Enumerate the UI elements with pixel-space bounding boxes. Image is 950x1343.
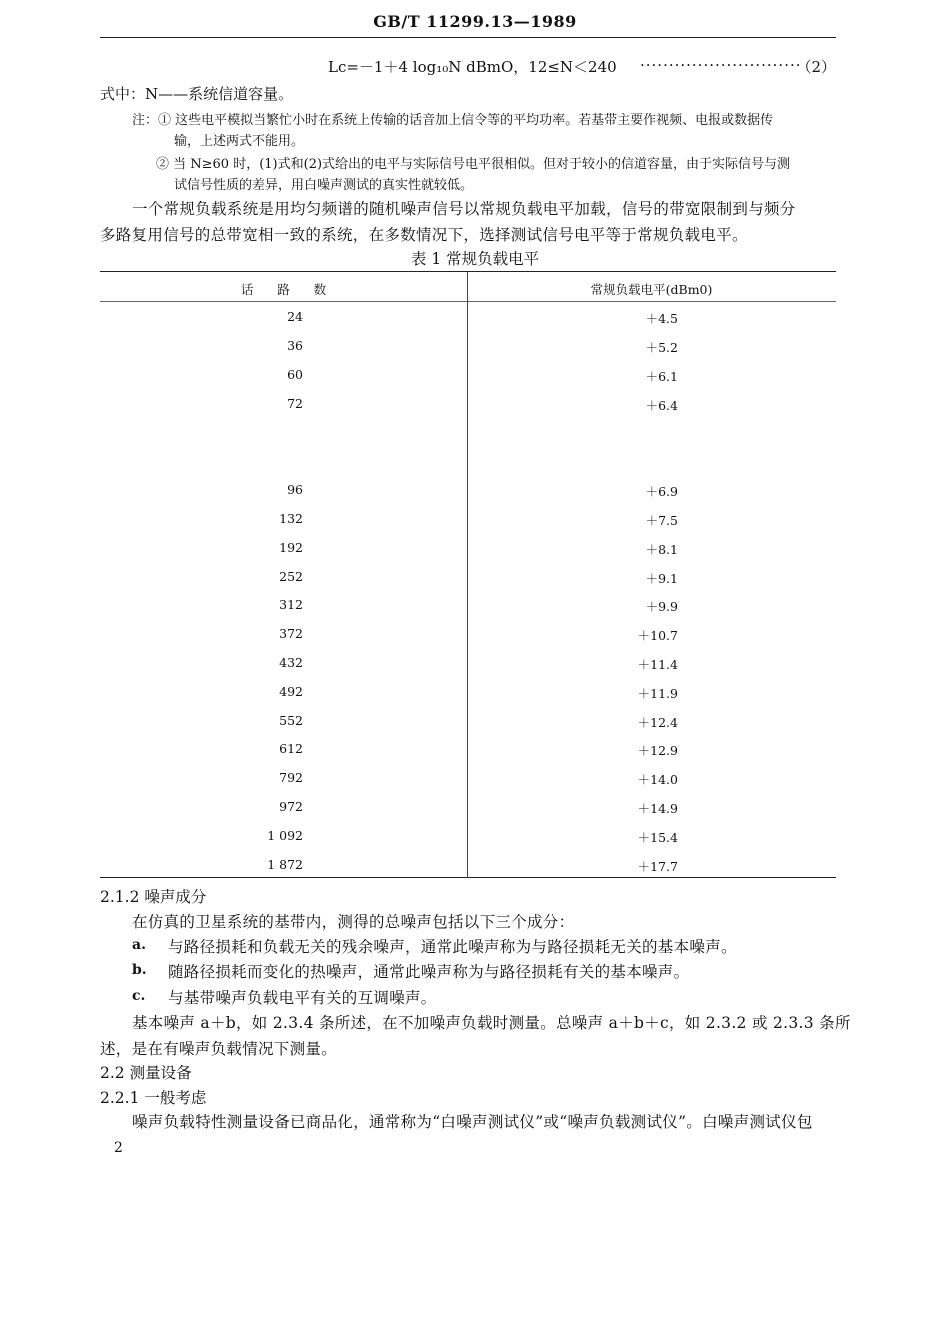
header-rule xyxy=(100,37,836,38)
table-cell-channels: 1 092 xyxy=(267,828,303,843)
formula-leader xyxy=(640,56,836,74)
column-header-channels: 话 路 数 xyxy=(240,282,327,297)
section-paragraph-line-2: 述，是在有噪声负载情况下测量。 xyxy=(100,1040,338,1058)
table-bottom-rule xyxy=(100,877,836,878)
table-cell-channels: 552 xyxy=(279,713,303,728)
table-cell-level: ＋7.5 xyxy=(645,513,678,528)
list-item-label: b. xyxy=(132,962,147,978)
table-cell-channels: 492 xyxy=(279,684,303,699)
table-cell-level: ＋11.9 xyxy=(637,686,678,701)
table-cell-level: ＋4.5 xyxy=(645,311,678,326)
table-cell-level: ＋12.4 xyxy=(637,715,678,730)
table-cell-channels: 612 xyxy=(279,741,303,756)
list-item-text: 随路径损耗而变化的热噪声，通常此噪声称为与路径损耗有关的基本噪声。 xyxy=(168,963,690,981)
table-cell-channels: 132 xyxy=(279,511,303,526)
list-item-text: 与基带噪声负载电平有关的互调噪声。 xyxy=(168,989,437,1007)
section-heading-2-2: 2.2 测量设备 xyxy=(100,1064,192,1082)
table-header-rule xyxy=(100,301,836,302)
note-1-line-2: 输，上述两式不能用。 xyxy=(174,134,305,149)
variable-definition: 式中：N——系统信道容量。 xyxy=(100,85,294,103)
table-cell-channels: 36 xyxy=(287,338,303,353)
table-cell-level: ＋9.1 xyxy=(645,571,678,586)
formula-number: （2） xyxy=(796,58,836,76)
table-cell-channels: 24 xyxy=(287,309,303,324)
table-cell-channels: 192 xyxy=(279,540,303,555)
column-header-load-level: 常规负载电平(dBm0) xyxy=(590,282,713,297)
section-2-2-1-paragraph: 噪声负载特性测量设备已商品化，通常称为“白噪声测试仪”或“噪声负载测试仪”。白噪声测试仪包 xyxy=(132,1113,813,1131)
table-cell-level: ＋10.7 xyxy=(637,628,678,643)
list-item-label: a. xyxy=(132,937,146,953)
table-cell-level: ＋14.0 xyxy=(637,772,678,787)
section-paragraph-line-1: 基本噪声 a＋b，如 2.3.4 条所述，在不加噪声负载时测量。总噪声 a＋b＋c，如 2.3.2 或 2.3.3 条所 xyxy=(132,1014,851,1032)
table-cell-level: ＋17.7 xyxy=(637,859,678,874)
note-2-line-1: ② 当 N≥60 时，(1)式和(2)式给出的电平与实际信号电平很相似。但对于较小的信道容量，由于实际信号与测 xyxy=(156,157,791,172)
table-cell-level: ＋5.2 xyxy=(645,340,678,355)
table-cell-channels: 1 872 xyxy=(267,857,303,872)
table-cell-channels: 432 xyxy=(279,655,303,670)
section-heading-2-2-1: 2.2.1 一般考虑 xyxy=(100,1089,207,1107)
formula-2: Lc=－1＋4 log₁₀N dBmO，12≤N＜240 xyxy=(328,58,617,76)
list-item-label: c. xyxy=(132,988,146,1004)
page-number: 2 xyxy=(114,1140,123,1156)
table-cell-channels: 792 xyxy=(279,770,303,785)
note-2-line-2: 试信号性质的差异，用白噪声测试的真实性就较低。 xyxy=(174,178,474,193)
paragraph-1-line-1: 一个常规负载系统是用均匀频谱的随机噪声信号以常规负载电平加载，信号的带宽限制到与频分 xyxy=(132,200,796,218)
table-cell-level: ＋14.9 xyxy=(637,801,678,816)
list-item-text: 与路径损耗和负载无关的残余噪声，通常此噪声称为与路径损耗无关的基本噪声。 xyxy=(168,938,737,956)
document-header: GB/T 11299.13—1989 xyxy=(373,12,577,31)
table-cell-level: ＋8.1 xyxy=(645,542,678,557)
table-cell-channels: 72 xyxy=(287,396,303,411)
table-cell-level: ＋9.9 xyxy=(645,599,678,614)
table-cell-channels: 312 xyxy=(279,597,303,612)
table-cell-channels: 252 xyxy=(279,569,303,584)
table-cell-channels: 96 xyxy=(287,482,303,497)
table-cell-level: ＋6.4 xyxy=(645,398,678,413)
table-cell-level: ＋15.4 xyxy=(637,830,678,845)
table-cell-level: ＋12.9 xyxy=(637,743,678,758)
section-heading-2-1-2: 2.1.2 噪声成分 xyxy=(100,888,207,906)
section-intro: 在仿真的卫星系统的基带内，测得的总噪声包括以下三个成分： xyxy=(132,913,575,931)
note-1-line-1: 注：① 这些电平模拟当繁忙小时在系统上传输的话音加上信令等的平均功率。若基带主要作视频、电报或数据传 xyxy=(132,113,774,128)
table-cell-channels: 972 xyxy=(279,799,303,814)
paragraph-1-line-2: 多路复用信号的总带宽相一致的系统，在多数情况下，选择测试信号电平等于常规负载电平。 xyxy=(100,226,748,244)
table-cell-level: ＋11.4 xyxy=(637,657,678,672)
table-cell-level: ＋6.1 xyxy=(645,369,678,384)
table-cell-channels: 60 xyxy=(287,367,303,382)
table-caption: 表 1 常规负载电平 xyxy=(410,250,540,268)
table-cell-channels: 372 xyxy=(279,626,303,641)
table-cell-level: ＋6.9 xyxy=(645,484,678,499)
table-top-rule xyxy=(100,271,836,272)
leader-dots: ···························· xyxy=(640,56,802,74)
